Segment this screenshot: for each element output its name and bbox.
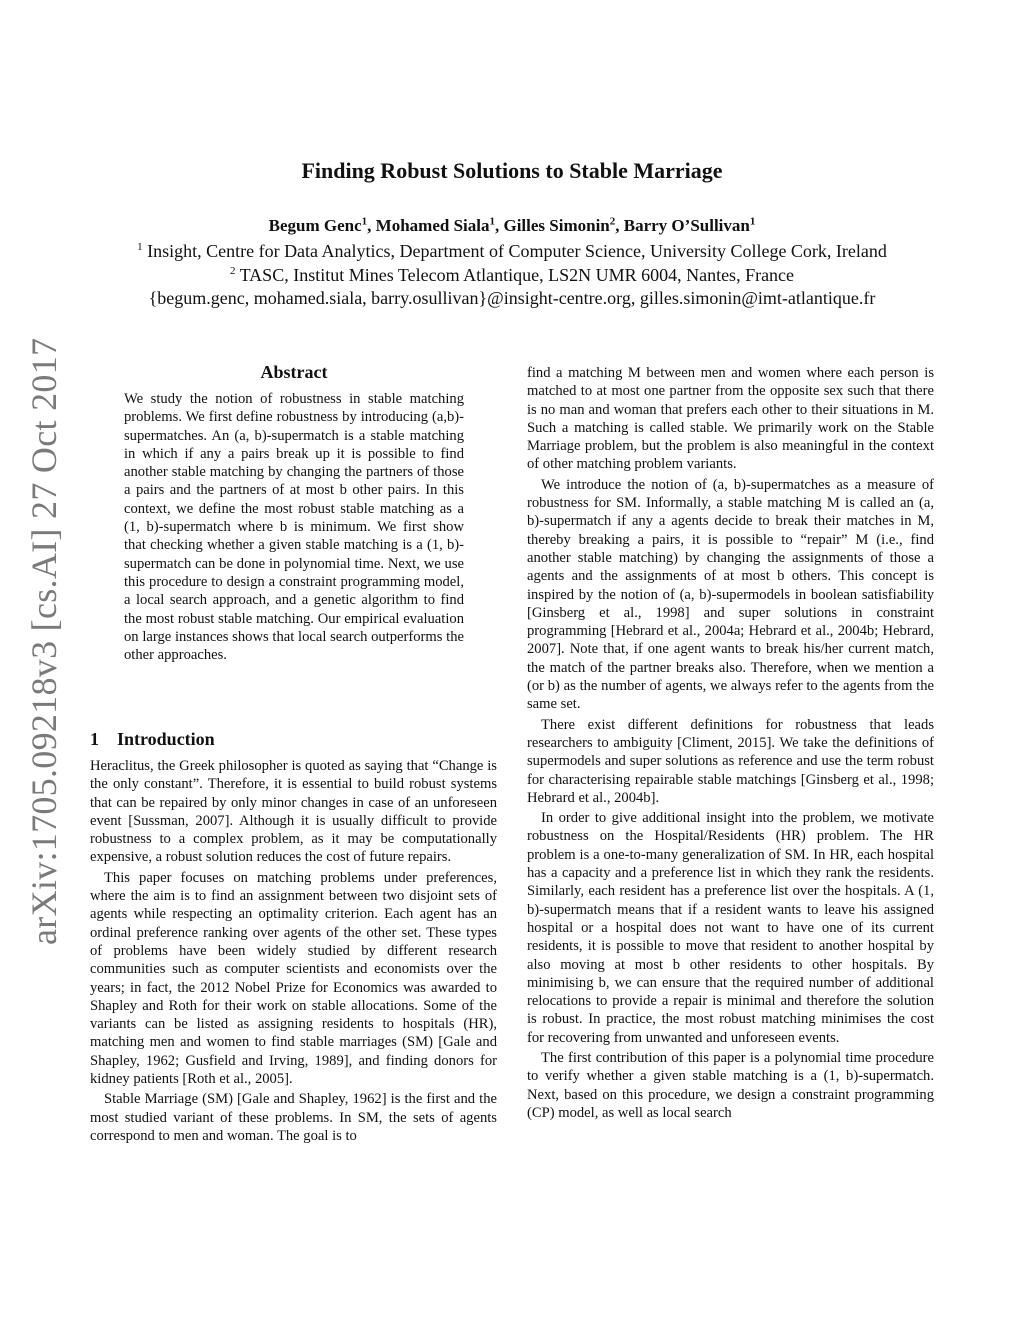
- paragraph: Stable Marriage (SM) [Gale and Shapley, 1962] is the first and the most studied variant of these problems. In SM, the sets of agents correspond to men and woman. The goal is to: [90, 1091, 497, 1144]
- abstract-heading: Abstract: [260, 362, 328, 382]
- arxiv-stamp: [18, 337, 70, 945]
- section-heading-introduction: [90, 729, 215, 750]
- affiliation-text: TASC, Institut Mines Telecom Atlantique, LS2N UMR 6004, Nantes, France: [239, 265, 795, 285]
- paragraph: The first contribution of this paper is a polynomial time procedure to verify whether a given stable matching is a (1, b)-supermatch. Next, based on this procedure, we design a constraint programming (CP) model, as well as local search: [527, 1049, 934, 1121]
- left-column: [90, 757, 497, 1145]
- author-mark: 1: [361, 215, 368, 228]
- paragraph: find a matching M between men and women where each person is matched to at most one partner from the opposite sex such that there is no man and woman that prefers each other to their situations in M. Such a matching is called stable. We primarily work on the Stable Marriage problem, but the problem is also meaningful in the context of other matching problem variants.: [527, 365, 934, 473]
- affiliation-1: [50, 241, 974, 262]
- author: Begum Genc: [268, 216, 362, 235]
- section-number: 1: [90, 729, 99, 749]
- paragraph: We introduce the notion of (a, b)-supermatches as a measure of robustness for SM. Informally, a stable matching M is called an (a, b)-supermatch if any a agents decide to break their matches in M, thereby breaking a pairs, it is possible to “repair” M (i.e., find another stable matching) by changing the assignments of those a agents and the assignments of at most b others. This concept is inspired by the notion of (a, b)-supermodels in boolean satisfiability [Ginsberg et al., 1998] and super solutions in constraint programming [Hebrard et al., 2004a; Hebrard et al., 2004b; Hebrard, 2007]. Note that, if one agent wants to break his/her current match, the match of the partner breaks also. Therefore, when we mention a (or b) as the number of agents, we always refer to the agents from the same set.: [527, 476, 934, 713]
- paper-title: Finding Robust Solutions to Stable Marriage: [301, 158, 723, 183]
- author: Gilles Simonin: [503, 216, 610, 235]
- paragraph: In order to give additional insight into the problem, we motivate robustness on the Hospital/Residents (HR) problem. The HR problem is a one-to-many generalization of SM. In HR, each hospital has a capacity and a preference list in which they rank the residents. Similarly, each resident has a preference list over the hospitals. A (1, b)-supermatch means that if a resident wants to leave his assigned hospital or a hospital does not want to have one of its current residents, it is possible to move that resident to another hospital by also moving at most b other residents to other hospitals. By minimising b, we can ensure that the required number of additional relocations to provide a repair is minimal and therefore the solution is robust. In practice, the most robust matching minimises the cost for recovering from unwanted and unforeseen events.: [527, 810, 934, 1046]
- author-mark: 2: [609, 215, 616, 228]
- author-list: Begum Genc$^1$, Mohamed Siala$^1$, Gilles Simonin$^2$, Barry O’Sullivan$^1$: [268, 215, 756, 235]
- right-column: [527, 364, 934, 1122]
- paragraph: There exist different definitions for robustness that leads researchers to ambiguity [Climent, 2015]. We take the definitions of supermodels and super solutions as reference and use the term robust for characterising repairable stable matchings [Ginsberg et al., 1998; Hebrard et al., 2004b].: [527, 716, 934, 806]
- abstract-paragraph: We study the notion of robustness in stable matching problems. We first define robustness by introducing (a,b)-supermatches. An (a, b)-supermatch is a stable matching in which if any a pairs break up it is possible to find another stable matching by changing the partners of those a pairs and the partners of at most b other pairs. In this context, we define the most robust stable matching as a (1, b)-supermatch where b is minimum. We first show that checking whether a given stable matching is a (1, b)-supermatch can be done in polynomial time. Next, we use this procedure to design a constraint programming model, a local search approach, and a genetic algorithm to find the most robust stable matching. Our empirical evaluation on large instances shows that local search outperforms the other approaches.: [124, 391, 464, 664]
- author-mark: 1: [749, 215, 756, 228]
- affiliation-2: [50, 265, 974, 286]
- author-mark: 1: [489, 215, 495, 228]
- paragraph: This paper focuses on matching problems under preferences, where the aim is to find an assignment between two disjoint sets of agents while respecting an optimality criterion. Each agent has an ordinal preference ranking over agents of the other set. These types of problems have been widely studied by different research communities such as computer scientists and economists over the years; in fact, the 2012 Nobel Prize for Economics was awarded to Shapley and Roth for their work on stable allocations. Some of the variants can be listed as assigning residents to hospitals (HR), matching men and women to find stable marriages (SM) [Gale and Shapley, 1962; Gusfield and Irving, 1989], and finding donors for kidney patients [Roth et al., 2005].: [90, 869, 497, 1088]
- paragraph: Heraclitus, the Greek philosopher is quoted as saying that “Change is the only constant”. Therefore, it is essential to build robust systems that can be repaired by only minor changes in case of an unforeseen event [Sussman, 2007]. Although it is usually difficult to provide robustness to a complex problem, as it may be computationally expensive, a robust solution reduces the cost of future repairs.: [90, 758, 497, 866]
- abstract-text: [124, 390, 464, 664]
- author: Mohamed Siala: [375, 216, 490, 235]
- affiliation-mark: 1: [137, 241, 143, 253]
- author-emails: {begum.genc, mohamed.siala, barry.osullivan}@insight-centre.org, gilles.simonin@imt-atlantique.fr: [148, 288, 876, 308]
- author: Barry O’Sullivan: [623, 216, 750, 235]
- section-title: Introduction: [117, 729, 215, 749]
- affiliation-text: Insight, Centre for Data Analytics, Department of Computer Science, University College Cork, Ireland: [147, 241, 887, 261]
- arxiv-stamp-text: arXiv:1705.09218v3 [cs.AI] 27 Oct 2017: [24, 337, 64, 945]
- affiliation-mark: 2: [229, 265, 236, 277]
